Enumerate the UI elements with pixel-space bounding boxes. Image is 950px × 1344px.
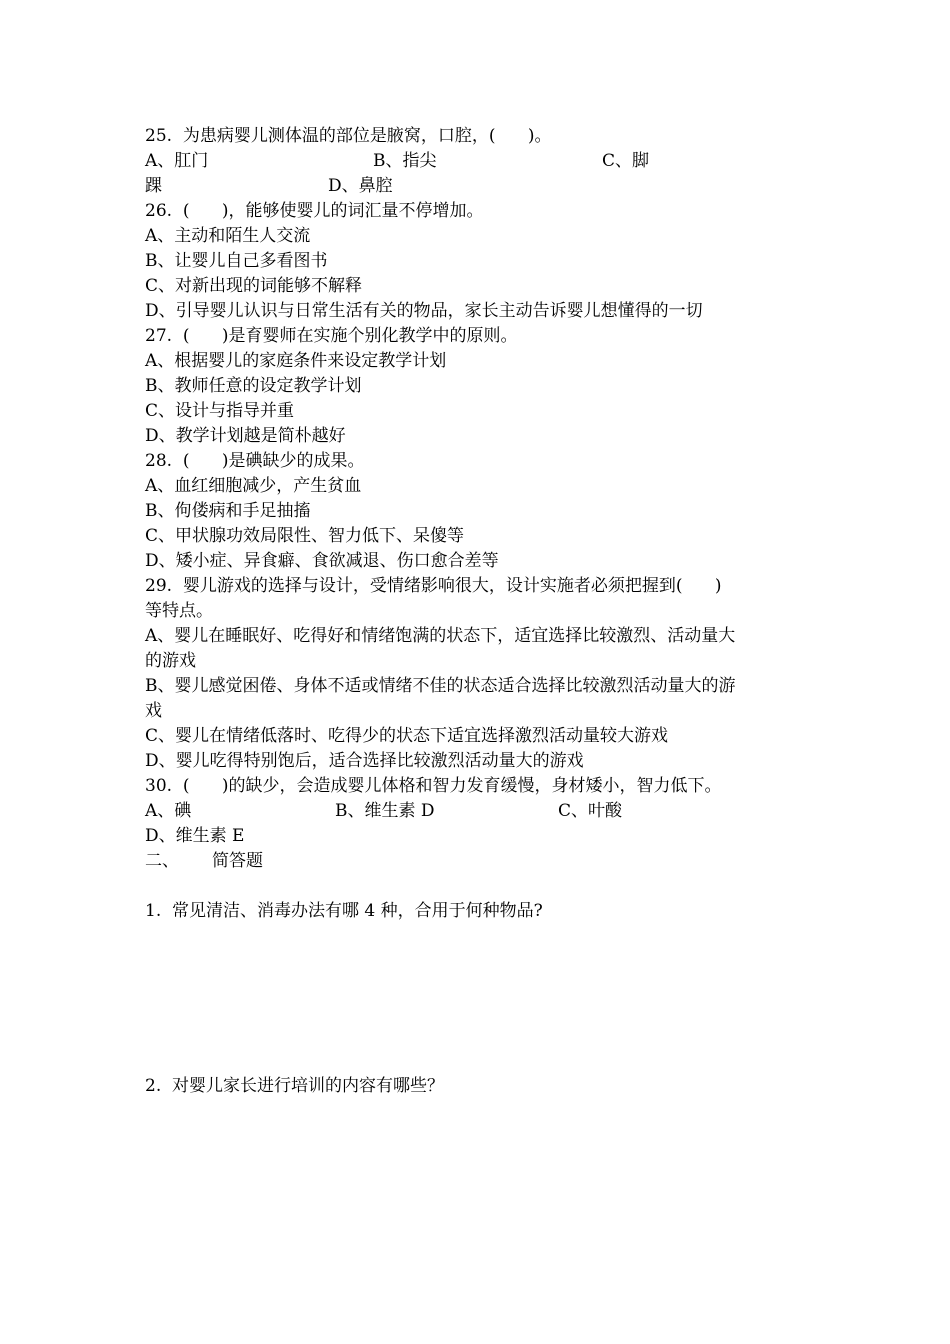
q29-option-a-line-2: 的游戏 [145, 651, 196, 671]
q25-options-row-2 [145, 174, 393, 198]
q29-option-b-line-2: 戏 [145, 701, 162, 721]
q28-stem: 28. ( )是碘缺少的成果。 [145, 451, 365, 471]
q27-option-a: A、根据婴儿的家庭条件来设定教学计划 [145, 351, 447, 371]
q25-option-c-continued: 踝 [145, 176, 162, 196]
q30-stem: 30. ( )的缺少，会造成婴儿体格和智力发育缓慢，身材矮小，智力低下。 [145, 776, 722, 796]
q25-option-b: B、指尖 [373, 151, 437, 171]
q27-option-b: B、教师任意的设定教学计划 [145, 376, 362, 396]
section-title: 简答题 [212, 851, 263, 871]
q30-options-row [145, 799, 623, 823]
section-number: 二、 [145, 851, 179, 871]
short-answer-question-2: 2. 对婴儿家长进行培训的内容有哪些？ [145, 1076, 445, 1096]
q29-stem-line-2: 等特点。 [145, 601, 213, 621]
section-heading [145, 849, 263, 873]
short-answer-question-1: 1. 常见清洁、消毒办法有哪 4 种，合用于何种物品? [145, 901, 543, 921]
q26-option-a: A、主动和陌生人交流 [145, 226, 311, 246]
q30-option-a: A、碘 [145, 801, 192, 821]
q28-option-c: C、甲状腺功效局限性、智力低下、呆傻等 [145, 526, 465, 546]
q26-option-c: C、对新出现的词能够不解释 [145, 276, 363, 296]
q29-option-b-line-1: B、婴儿感觉困倦、身体不适或情绪不佳的状态适合选择比较激烈活动量大的游 [145, 676, 736, 696]
q30-option-d: D、维生素 E [145, 826, 245, 846]
q25-option-d: D、鼻腔 [328, 176, 393, 196]
q25-option-c: C、脚 [602, 151, 650, 171]
q29-option-a-line-1: A、婴儿在睡眠好、吃得好和情绪饱满的状态下，适宜选择比较激烈、活动量大 [145, 626, 736, 646]
q30-option-c: C、叶酸 [558, 801, 623, 821]
q28-option-b: B、佝偻病和手足抽搐 [145, 501, 311, 521]
q29-option-d: D、婴儿吃得特别饱后，适合选择比较激烈活动量大的游戏 [145, 751, 584, 771]
q28-option-a: A、血红细胞减少，产生贫血 [145, 476, 362, 496]
q26-option-b: B、让婴儿自己多看图书 [145, 251, 328, 271]
q27-option-d: D、教学计划越是简朴越好 [145, 426, 346, 446]
q27-option-c: C、设计与指导并重 [145, 401, 295, 421]
q25-stem: 25. 为患病婴儿测体温的部位是腋窝，口腔，( )。 [145, 126, 552, 146]
q25-options-row [145, 149, 650, 173]
q29-stem-line-1: 29. 婴儿游戏的选择与设计，受情绪影响很大，设计实施者必须把握到( ) [145, 576, 722, 596]
q29-option-c: C、婴儿在情绪低落时、吃得少的状态下适宜选择激烈活动量较大游戏 [145, 726, 669, 746]
q30-option-b: B、维生素 D [335, 801, 435, 821]
q28-option-d: D、矮小症、异食癖、食欲减退、伤口愈合差等 [145, 551, 499, 571]
q26-stem: 26. ( )，能够使婴儿的词汇量不停增加。 [145, 201, 484, 221]
q26-option-d: D、引导婴儿认识与日常生活有关的物品，家长主动告诉婴儿想懂得的一切 [145, 301, 703, 321]
q25-option-a: A、肛门 [145, 151, 209, 171]
q27-stem: 27. ( )是育婴师在实施个别化教学中的原则。 [145, 326, 518, 346]
